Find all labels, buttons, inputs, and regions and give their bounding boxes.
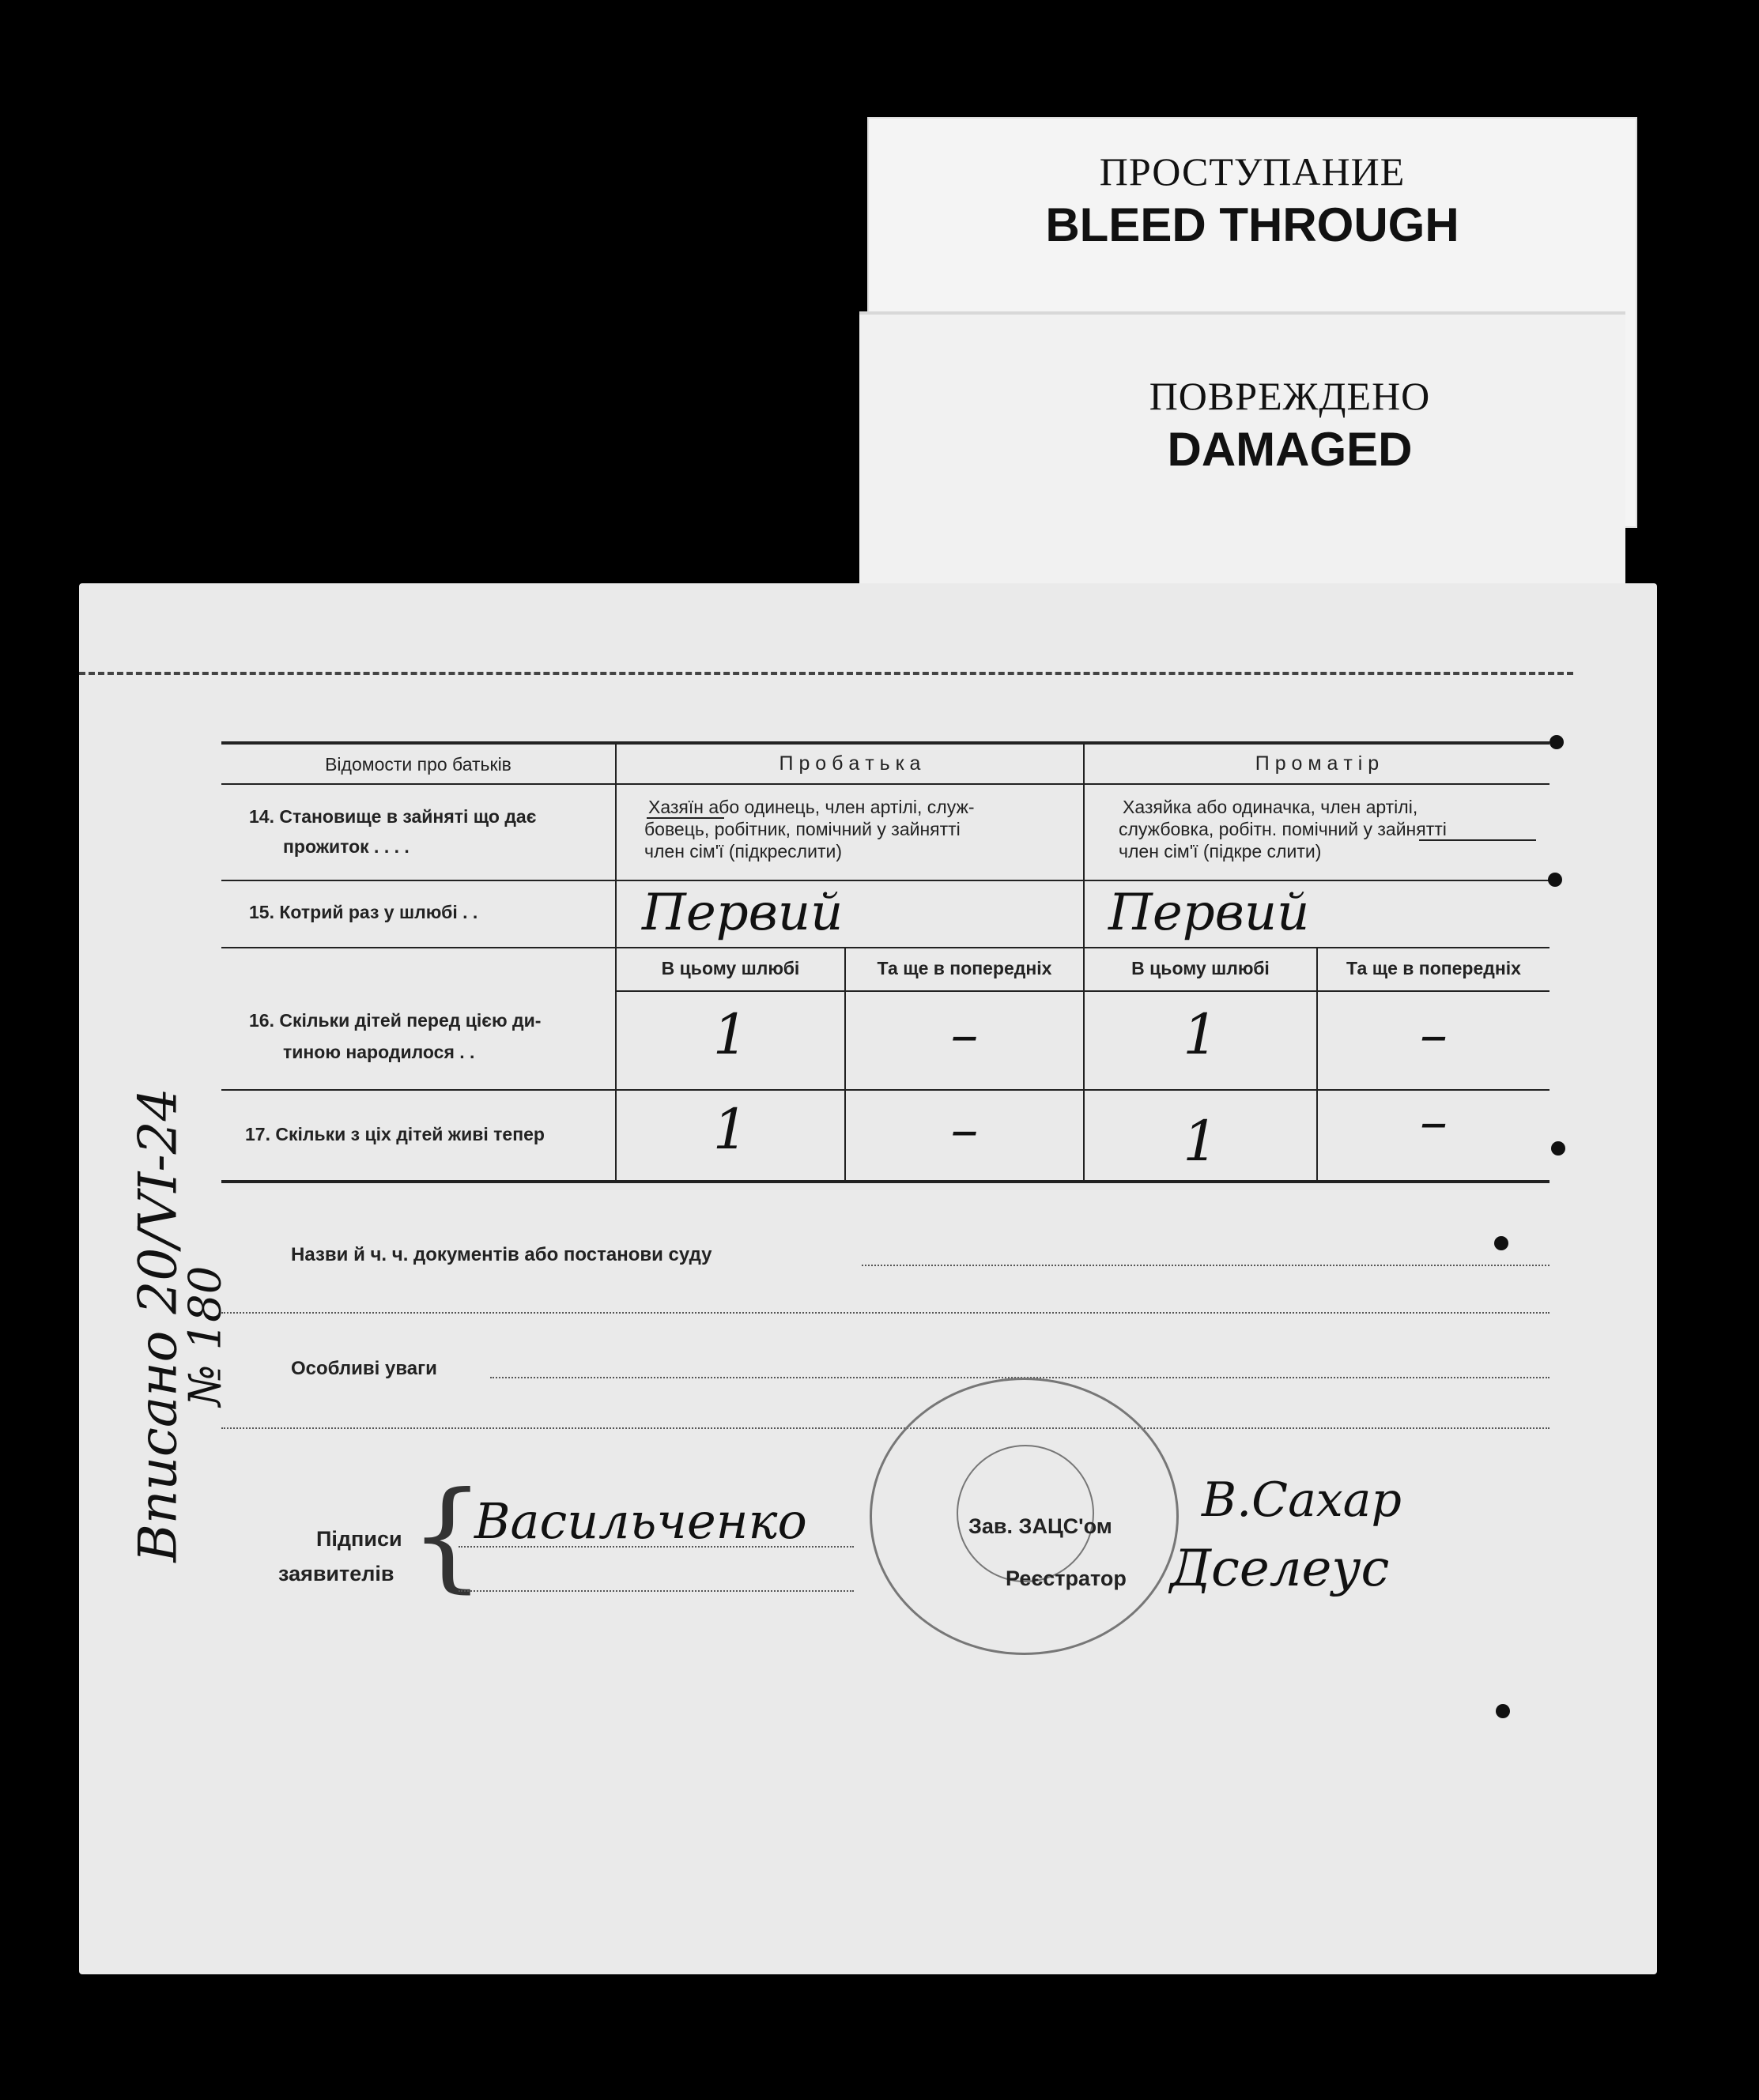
row14-father-line1: Хазяїн або одинець, член артілі, служ-: [648, 797, 975, 817]
row14-mother-line2: службовка, робітн. помічний у зайнятті: [1119, 819, 1447, 839]
row17-father-this: 1: [712, 1097, 749, 1162]
damaged-card: [859, 315, 1625, 583]
row16-father-prev: –: [950, 1002, 979, 1067]
row14-label-line2: прожиток . . . .: [283, 836, 410, 857]
head-signature: В.Сахар: [1202, 1472, 1402, 1528]
signatures-label-line2: заявителів: [278, 1562, 394, 1585]
notes-line-2: [221, 1427, 1550, 1429]
row14-mother-line3: член сім'ї (підкре слити): [1119, 841, 1322, 861]
applicant-signature: Васильченко: [474, 1492, 807, 1550]
row17-label: 17. Скільки з ціх дітей живі тепер: [245, 1124, 545, 1144]
row14-father-line3: член сім'ї (підкреслити): [644, 841, 842, 861]
row17-father-prev: –: [950, 1097, 979, 1162]
damaged-en-label: DAMAGED: [1167, 423, 1413, 476]
table-bottom-rule: [221, 1180, 1550, 1183]
row15-divider: [221, 947, 1550, 948]
registrar-label: Реєстратор: [1006, 1567, 1127, 1590]
punch-hole: [1494, 1236, 1508, 1250]
margin-note-line1: Вписано 20/VI-24: [127, 1088, 189, 1563]
official-seal-inner: [957, 1445, 1094, 1582]
row15-father-value: Первий: [642, 884, 844, 942]
header-divider: [221, 783, 1550, 785]
row17-mother-this: 1: [1183, 1109, 1218, 1174]
row15-mother-value: Первий: [1108, 884, 1310, 942]
subheader-mother-prev: Та ще в попередніх: [1346, 958, 1521, 978]
header-mother: П р о м а т і р: [1255, 752, 1380, 775]
bleed-through-ru-label: ПРОСТУПАНИЕ: [1099, 149, 1406, 194]
punch-hole: [1550, 735, 1564, 749]
documents-line: [862, 1265, 1550, 1266]
applicant-signature-line: [459, 1546, 854, 1548]
row14-divider: [221, 880, 1550, 881]
documents-line-2: [221, 1312, 1550, 1314]
subheader-father-prev: Та ще в попередніх: [877, 958, 1052, 978]
row14-label-line1: 14. Становище в зайняті що дає: [249, 806, 537, 827]
row16-father-this: 1: [712, 1002, 749, 1067]
row17-mother-prev: –: [1420, 1089, 1448, 1154]
signatures-brace: {: [410, 1467, 485, 1604]
mother-underline: [1419, 839, 1536, 841]
father-underline: [647, 817, 724, 819]
row14-mother-line1: Хазяйка або одиначка, член артілі,: [1123, 797, 1418, 817]
signatures-label-line1: Підписи: [316, 1527, 402, 1551]
head-label: Зав. ЗАЦС'ом: [968, 1514, 1112, 1538]
punch-hole: [1496, 1704, 1510, 1718]
damaged-ru-label: ПОВРЕЖДЕНО: [1149, 374, 1431, 418]
row15-label: 15. Котрий раз у шлюбі . .: [249, 902, 478, 922]
subheader-mother-this: В цьому шлюбі: [1131, 958, 1270, 978]
row16-mother-this: 1: [1183, 1002, 1218, 1067]
row16-label-line2: тиною народилося . .: [283, 1042, 475, 1062]
row14-father-line2: бовець, робітник, помічний у зайнятті: [644, 819, 961, 839]
header-father: П р о б а т ь к а: [779, 752, 921, 775]
registration-form: [79, 583, 1657, 1974]
applicant-signature-line-2: [459, 1590, 854, 1592]
punch-hole: [1551, 1141, 1565, 1156]
punch-hole: [1548, 873, 1562, 887]
row16-label-line1: 16. Скільки дітей перед цією ди-: [249, 1010, 542, 1031]
table-top-rule: [221, 741, 1550, 745]
notes-label: Особливі уваги: [291, 1358, 437, 1379]
header-parents-info: Відомости про батьків: [325, 754, 511, 775]
registrar-signature: Дселеус: [1170, 1540, 1390, 1598]
perforation-line: [79, 672, 1573, 675]
margin-note-line2: № 180: [179, 1265, 232, 1407]
documents-label: Назви й ч. ч. документів або постанови суду: [291, 1244, 712, 1265]
subheader-father-this: В цьому шлюбі: [661, 958, 800, 978]
bleed-through-en-label: BLEED THROUGH: [1045, 198, 1459, 251]
row16-mother-prev: –: [1420, 1002, 1448, 1067]
